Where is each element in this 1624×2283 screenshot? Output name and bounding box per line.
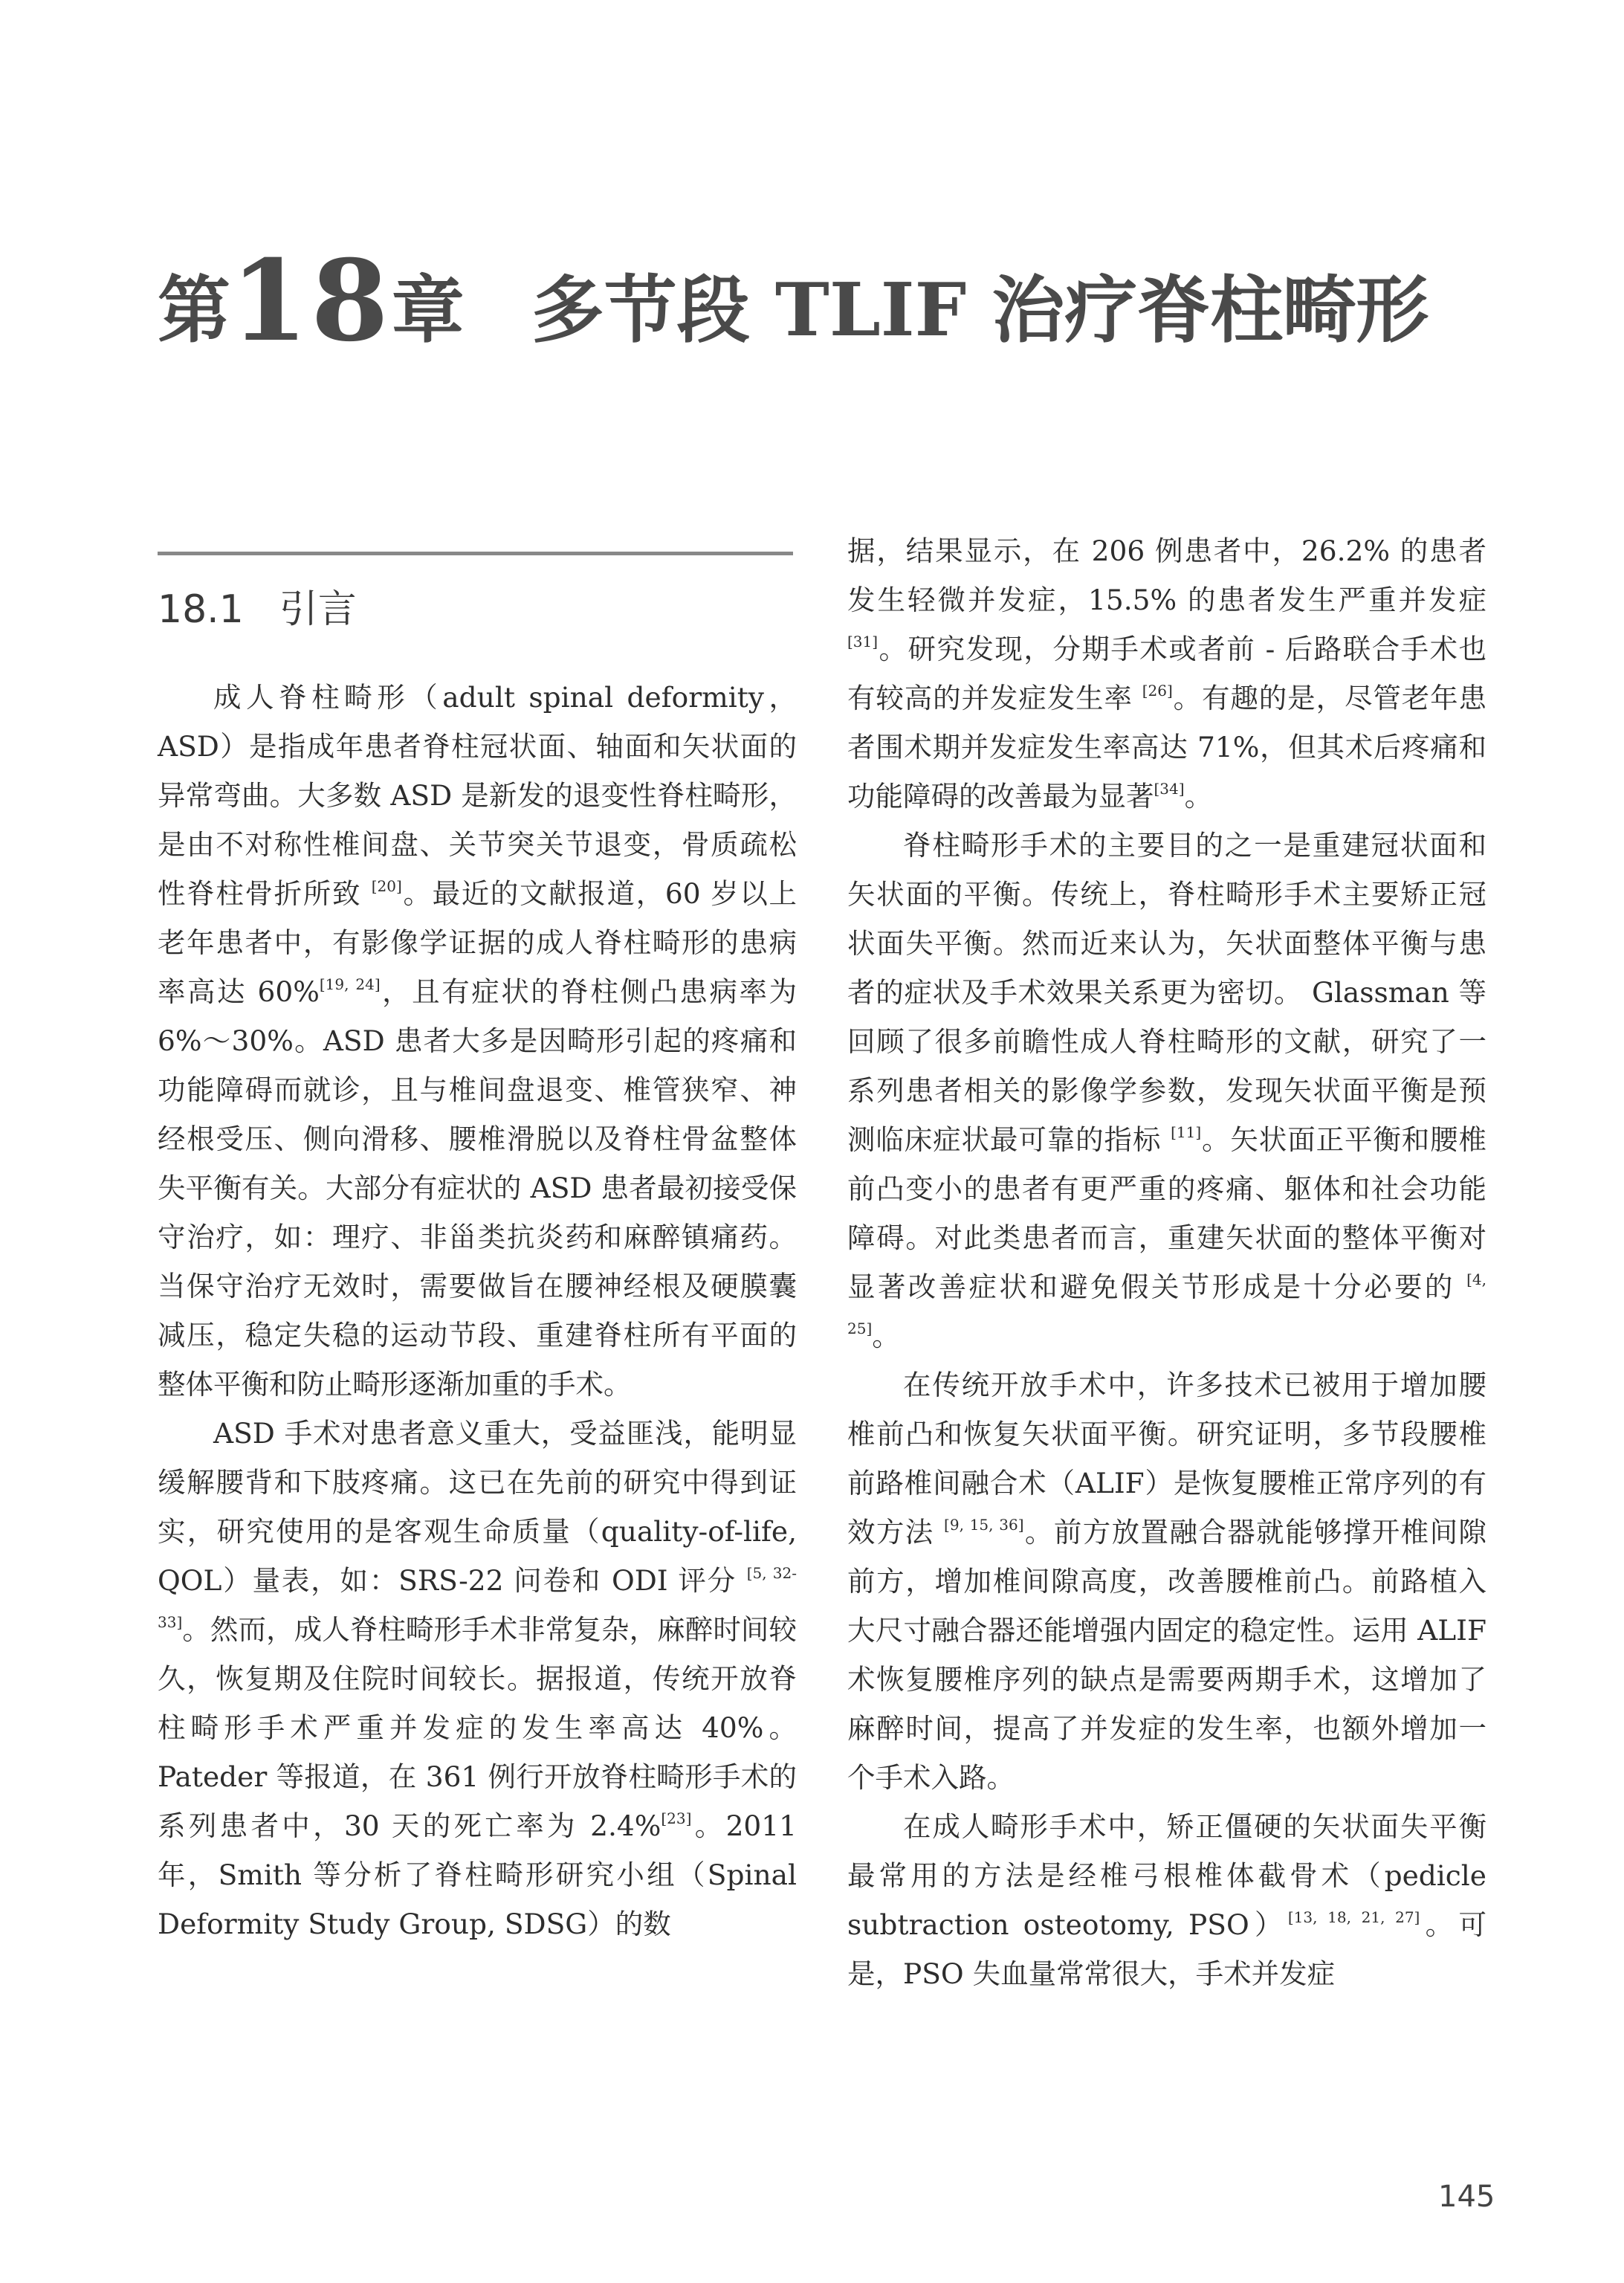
- text-run: 。研究发现，分期手术或者前 - 后路联合手术也有较高的并发症发生率: [847, 633, 1486, 714]
- citation-marker: [26]: [1142, 682, 1173, 700]
- paragraph: [158, 1409, 797, 1948]
- section-divider: [158, 552, 793, 555]
- page-number: 145: [1438, 2180, 1495, 2214]
- chapter-title: [158, 236, 1429, 366]
- text-run: 。可是，PSO 失血量常常很大，手术并发症: [847, 1908, 1487, 1990]
- citation-marker: [31]: [847, 633, 879, 650]
- chapter-prefix: 第: [158, 268, 231, 353]
- text-run: ，且有症状的脊柱侧凸患病率为 6%～30%。ASD 患者大多是因畸形引起的疼痛和功能障碍而就诊，且与椎间盘退变、椎管狭窄、神经根受压、侧向滑移、腰椎滑脱以及脊柱骨盆整体失平衡有关。大部分有症状的 ASD 患者最初接受保守治疗，如：理疗、非甾类抗炎药和麻醉镇痛药。当保守治疗无效时，需要做旨在腰神经根及硬膜囊减压，稳定失稳的运动节段、重建脊柱所有平面的整体平衡和防止畸形逐渐加重的手术。: [158, 975, 797, 1401]
- chapter-suffix: 章: [391, 268, 465, 353]
- paragraph: [847, 821, 1486, 1360]
- text-run: 。然而，成人脊柱畸形手术非常复杂，麻醉时间较久，恢复期及住院时间较长。据报道，传统开放脊柱畸形手术严重并发症的发生率高达 40%。Pateder 等报道，在 361 例行开放脊柱畸形手术的系列患者中，30 天的死亡率为 2.4%: [158, 1613, 797, 1842]
- text-run: 在传统开放手术中，许多技术已被用于增加腰椎前凸和恢复矢状面平衡。研究证明，多节段腰椎前路椎间融合术（ALIF）是恢复腰椎正常序列的有效方法: [847, 1369, 1486, 1549]
- citation-marker: [19, 24]: [319, 975, 381, 993]
- citation-marker: [4, 25]: [847, 1270, 1486, 1337]
- text-run: 脊柱畸形手术的主要目的之一是重建冠状面和矢状面的平衡。传统上，脊柱畸形手术主要矫正冠状面失平衡。然而近来认为，矢状面整体平衡与患者的症状及手术效果关系更为密切。 Glassman 等回顾了很多前瞻性成人脊柱畸形的文献，研究了一系列患者相关的影像学参数，发现矢状面平衡是预测临床症状最可靠的指标: [847, 829, 1486, 1156]
- citation-marker: [13, 18, 21, 27]: [1287, 1908, 1420, 1926]
- citation-marker: [20]: [371, 877, 402, 895]
- chapter-number: 18: [230, 236, 392, 366]
- text-run: 。2011 年，Smith 等分析了脊柱畸形研究小组（Spinal Deformity Study Group, SDSG）的数: [158, 1809, 798, 1940]
- section-number: 18.1: [158, 587, 244, 632]
- citation-marker: [5, 32-33]: [158, 1564, 797, 1631]
- text-run: 在成人畸形手术中，矫正僵硬的矢状面失平衡最常用的方法是经椎弓根椎体截骨术（pedicle subtraction osteotomy, PSO）: [847, 1810, 1486, 1941]
- citation-marker: [34]: [1154, 780, 1185, 798]
- paragraph: [847, 1802, 1486, 1998]
- text-run: 据，结果显示，在 206 例患者中，26.2% 的患者发生轻微并发症，15.5% 的患者发生严重并发症: [847, 535, 1486, 616]
- citation-marker: [23]: [661, 1809, 692, 1827]
- section-heading: [158, 580, 357, 639]
- text-run: 成人脊柱畸形（adult spinal deformity，ASD）是指成年患者脊柱冠状面、轴面和矢状面的异常弯曲。大多数 ASD 是新发的退变性脊柱畸形，是由不对称性椎间盘、关节突关节退变，骨质疏松性脊柱骨折所致: [158, 681, 797, 910]
- right-column: [847, 526, 1486, 1998]
- text-run: ASD 手术对患者意义重大，受益匪浅，能明显缓解腰背和下肢疼痛。这已在先前的研究中得到证实，研究使用的是客观生命质量（quality-of-life, QOL）量表，如：SRS-22 问卷和 ODI 评分: [158, 1417, 797, 1597]
- paragraph: [847, 1360, 1486, 1802]
- chapter-name: 多节段 TLIF 治疗脊柱畸形: [531, 268, 1429, 353]
- citation-marker: [9, 15, 36]: [944, 1516, 1024, 1534]
- paragraph: [158, 673, 797, 1409]
- text-run: 。前方放置融合器就能够撑开椎间隙前方，增加椎间隙高度，改善腰椎前凸。前路植入大尺寸融合器还能增强内固定的稳定性。运用 ALIF 术恢复腰椎序列的缺点是需要两期手术，这增加了麻醉时间，提高了并发症的发生率，也额外增加一个手术入路。: [847, 1516, 1486, 1794]
- text-run: 。: [872, 1320, 900, 1352]
- section-title: 引言: [279, 587, 357, 632]
- citation-marker: [11]: [1171, 1123, 1202, 1141]
- text-run: 。矢状面正平衡和腰椎前凸变小的患者有更严重的疼痛、躯体和社会功能障碍。对此类患者而言，重建矢状面的整体平衡对显著改善症状和避免假关节形成是十分必要的: [847, 1123, 1487, 1303]
- paragraph: [847, 526, 1486, 821]
- text-run: 。最近的文献报道，60 岁以上老年患者中，有影像学证据的成人脊柱畸形的患病率高达 60%: [158, 877, 798, 1008]
- left-column: [158, 673, 797, 1948]
- text-run: 。: [1184, 780, 1213, 813]
- text-run: 。有趣的是，尽管老年患者围术期并发症发生率高达 71%，但其术后疼痛和功能障碍的改善最为显著: [847, 682, 1487, 813]
